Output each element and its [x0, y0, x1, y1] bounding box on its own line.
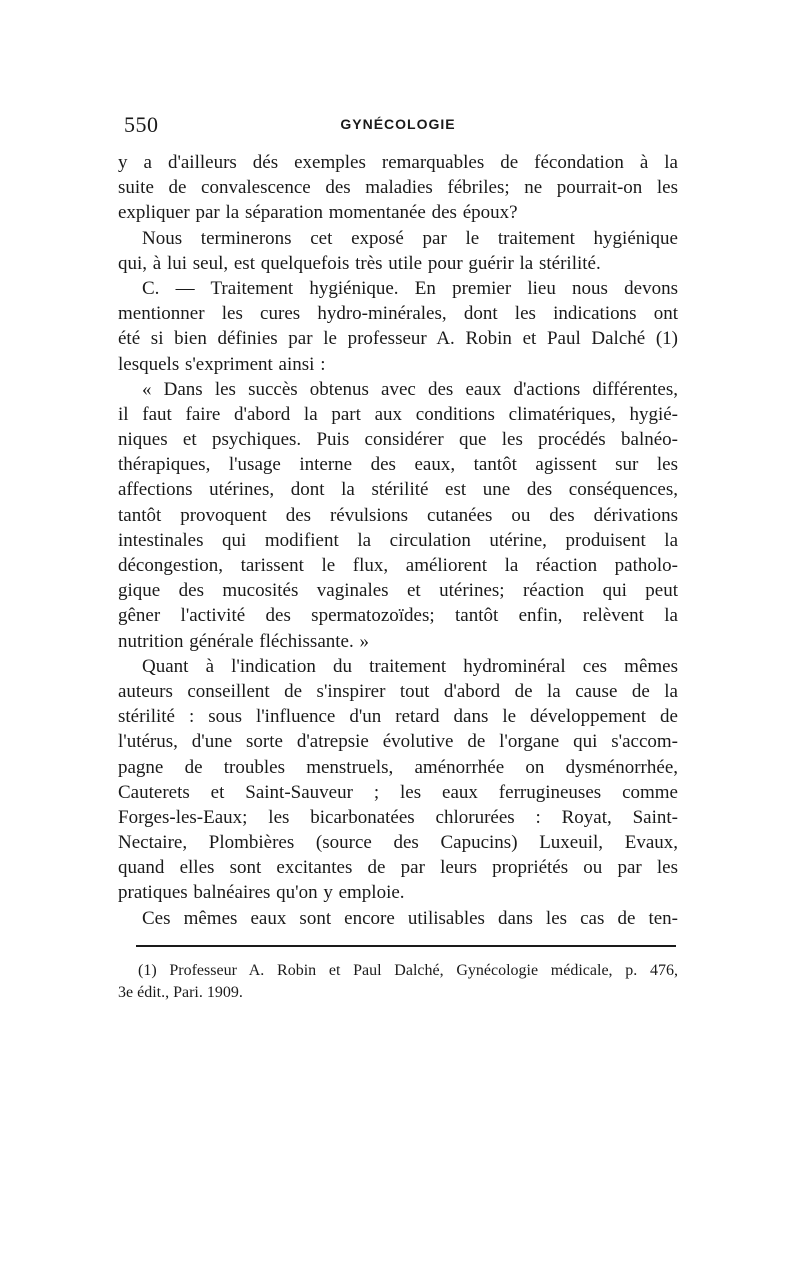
text-line: Nous terminerons cet exposé par le traitement hygiénique: [142, 227, 678, 249]
text-line: Cauterets et Saint-Sauveur ; les eaux ferrugineuses comme: [118, 781, 678, 803]
text-line: lesquels s'expriment ainsi :: [118, 353, 326, 375]
footnote-line: (1) Professeur A. Robin et Paul Dalché, Gynécologie médicale, p. 476,: [138, 962, 678, 979]
text-line: auteurs conseillent de s'inspirer tout d'abord de la cause de la: [118, 680, 678, 702]
book-page: [118, 0, 678, 1262]
text-line: Nectaire, Plombières (source des Capucins) Luxeuil, Evaux,: [118, 832, 678, 854]
text-line: y a d'ailleurs dés exemples remarquables de fécondation à la: [118, 152, 678, 173]
text-line: suite de convalescence des maladies fébriles; ne pourrait-on les: [118, 177, 678, 199]
quote-line: décongestion, tarissent le flux, améliorent la réaction patholo-: [118, 555, 678, 576]
text-line: Quant à l'indication du traitement hydrominéral ces mêmes: [142, 655, 678, 677]
text-line: stérilité : sous l'influence d'un retard dans le développement de: [118, 706, 678, 728]
text-line: mentionner les cures hydro-minérales, dont les indications ont: [118, 303, 678, 325]
text-line: l'utérus, d'une sorte d'atrepsie évolutive de l'organe qui s'accom-: [118, 731, 678, 753]
quote-line: gique des mucosités vaginales et utérines; réaction qui peut: [118, 580, 678, 602]
footnote-divider: [136, 945, 676, 947]
text-line: Forges-les-Eaux; les bicarbonatées chlorurées : Royat, Saint-: [118, 806, 678, 828]
quote-line: « Dans les succès obtenus avec des eaux d'actions différentes,: [142, 378, 678, 400]
text-line: expliquer par la séparation momentanée des époux?: [118, 202, 518, 224]
quote-line: thérapiques, l'usage interne des eaux, tantôt agissent sur les: [118, 454, 678, 476]
quote-line: niques et psychiques. Puis considérer que les procédés balnéo-: [118, 429, 678, 451]
text-line: pratiques balnéaires qu'on y emploie.: [118, 882, 405, 904]
page-number: 550: [124, 112, 159, 137]
quote-line: affections utérines, dont la stérilité est une des conséquences,: [118, 479, 678, 501]
section-heading-line: C. — Traitement hygiénique. En premier lieu nous devons: [142, 277, 678, 299]
footnote-line: 3e édit., Pari. 1909.: [118, 984, 243, 1001]
quote-line: gêner l'activité des spermatozoïdes; tantôt enfin, relèvent la: [118, 605, 678, 627]
body-text: [118, 150, 678, 931]
text-line: été si bien définies par le professeur A. Robin et Paul Dalché (1): [118, 328, 678, 350]
quote-line: intestinales qui modifient la circulation utérine, produisent la: [118, 529, 678, 551]
running-head: [118, 112, 678, 142]
text-line: Ces mêmes eaux sont encore utilisables dans les cas de ten-: [142, 907, 678, 929]
running-title: GYNÉCOLOGIE: [340, 116, 456, 132]
text-line: quand elles sont excitantes de par leurs propriétés ou par les: [118, 857, 678, 879]
text-line: qui, à lui seul, est quelquefois très utile pour guérir la stérilité.: [118, 252, 601, 274]
text-line: pagne de troubles menstruels, aménorrhée on dysménorrhée,: [118, 756, 678, 778]
quote-line: nutrition générale fléchissante. »: [118, 630, 369, 652]
quote-line: tantôt provoquent des révulsions cutanées ou des dérivations: [118, 504, 678, 526]
footnotes: [118, 960, 678, 1004]
quote-line: il faut faire d'abord la part aux conditions climatériques, hygié-: [118, 403, 678, 425]
